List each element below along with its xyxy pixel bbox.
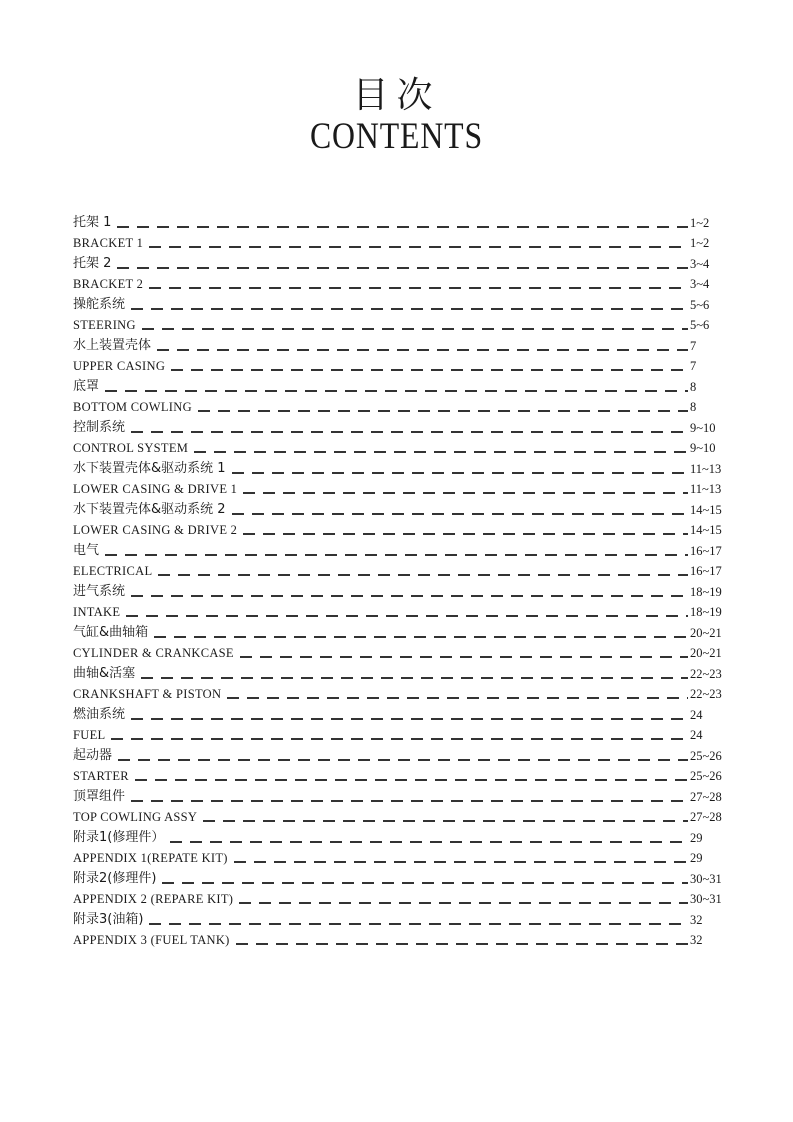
dash-leader: [126, 615, 688, 617]
toc-entry[interactable]: [73, 826, 728, 847]
dash-leader: [149, 923, 688, 925]
toc-entry-label: APPENDIX 1(REPATE KIT): [73, 851, 228, 865]
dash-leader: [117, 226, 688, 228]
toc-entry-page-number: 16~17: [690, 543, 722, 558]
toc-entry-page-number: 3~4: [690, 277, 710, 291]
dash-leader: [170, 841, 688, 843]
dash-leader: [234, 861, 688, 863]
toc-entry-page-number: 16~17: [690, 564, 722, 578]
toc-entry-label: 托架 1: [73, 214, 112, 230]
toc-entry[interactable]: [73, 539, 728, 560]
toc-entry-label: STEERING: [73, 318, 136, 332]
toc-entry-page-number: 24: [690, 728, 703, 742]
toc-entry-label: ELECTRICAL: [73, 564, 153, 578]
toc-entry-label: LOWER CASING & DRIVE 1: [73, 482, 238, 496]
toc-entry[interactable]: [73, 396, 728, 417]
toc-entry-page-number: 20~21: [690, 646, 722, 660]
toc-entry-label: 水下装置壳体&驱动系统 1: [73, 460, 226, 476]
toc-entry[interactable]: [73, 519, 728, 540]
dash-leader: [131, 718, 688, 720]
toc-entry-page-number: 11~13: [690, 482, 722, 496]
toc-entry-label: 操舵系统: [73, 296, 126, 312]
dash-leader: [105, 554, 688, 556]
toc-entry-page-number: 5~6: [690, 318, 710, 332]
toc-entry[interactable]: [73, 293, 728, 314]
toc-entry-page-number: 18~19: [690, 584, 722, 599]
dash-leader: [131, 595, 688, 597]
toc-entry[interactable]: [73, 273, 728, 294]
toc-entry-page-number: 29: [690, 830, 703, 845]
toc-entry[interactable]: [73, 765, 728, 786]
toc-entry-label: CYLINDER & CRANKCASE: [73, 646, 234, 660]
toc-entry[interactable]: [73, 437, 728, 458]
dash-leader: [171, 369, 688, 371]
dash-leader: [243, 533, 688, 535]
toc-entry-label: 水上装置壳体: [73, 337, 152, 353]
toc-entry-page-number: 27~28: [690, 810, 722, 824]
toc-entry-page-number: 8: [690, 379, 697, 394]
toc-entry[interactable]: [73, 601, 728, 622]
toc-entry-label: TOP COWLING ASSY: [73, 810, 198, 824]
toc-entry[interactable]: [73, 498, 728, 519]
toc-entry-page-number: 7: [690, 359, 697, 373]
toc-entry-page-number: 1~2: [690, 215, 710, 230]
toc-entry[interactable]: [73, 888, 728, 909]
toc-entry[interactable]: [73, 560, 728, 581]
dash-leader: [131, 800, 688, 802]
toc-entry-page-number: 11~13: [690, 461, 722, 476]
toc-entry-label: 水下装置壳体&驱动系统 2: [73, 501, 226, 517]
dash-leader: [162, 882, 688, 884]
toc-entry-label: 附录3(油箱): [73, 911, 144, 927]
toc-entry[interactable]: [73, 478, 728, 499]
toc-entry[interactable]: [73, 621, 728, 642]
toc-entry[interactable]: [73, 416, 728, 437]
toc-entry[interactable]: [73, 929, 728, 950]
toc-entry-label: 附录1(修理件）: [73, 829, 165, 845]
dash-leader: [118, 759, 688, 761]
dash-leader: [105, 390, 688, 392]
toc-entry-label: 气缸&曲轴箱: [73, 624, 149, 640]
toc-entry[interactable]: [73, 355, 728, 376]
toc-entry-label: CRANKSHAFT & PISTON: [73, 687, 222, 701]
toc-entry-label: APPENDIX 2 (REPARE KIT): [73, 892, 234, 906]
toc-entry-page-number: 22~23: [690, 666, 722, 681]
toc-entry[interactable]: [73, 580, 728, 601]
toc-entry[interactable]: [73, 744, 728, 765]
dash-leader: [243, 492, 688, 494]
dash-leader: [198, 410, 688, 412]
toc-entry[interactable]: [73, 908, 728, 929]
toc-entry-label: FUEL: [73, 728, 106, 742]
dash-leader: [149, 287, 688, 289]
toc-entry[interactable]: [73, 785, 728, 806]
dash-leader: [232, 513, 688, 515]
toc-entry[interactable]: [73, 703, 728, 724]
toc-entry[interactable]: [73, 683, 728, 704]
dash-leader: [236, 943, 688, 945]
table-of-contents: [73, 211, 728, 949]
toc-entry-label: LOWER CASING & DRIVE 2: [73, 523, 238, 537]
toc-entry[interactable]: [73, 334, 728, 355]
toc-entry-page-number: 24: [690, 707, 703, 722]
toc-entry-page-number: 7: [690, 338, 697, 353]
toc-entry-label: UPPER CASING: [73, 359, 166, 373]
toc-entry-page-number: 30~31: [690, 892, 722, 906]
toc-entry-label: 起动器: [73, 747, 113, 763]
dash-leader: [227, 697, 688, 699]
toc-entry[interactable]: [73, 211, 728, 232]
toc-entry-page-number: 32: [690, 912, 703, 927]
toc-entry[interactable]: [73, 867, 728, 888]
page-title-english: CONTENTS: [309, 116, 484, 157]
dash-leader: [240, 656, 688, 658]
toc-entry-page-number: 25~26: [690, 748, 722, 763]
dash-leader: [131, 431, 688, 433]
toc-entry-label: 托架 2: [73, 255, 112, 271]
toc-entry-page-number: 20~21: [690, 625, 722, 640]
toc-entry-page-number: 27~28: [690, 789, 722, 804]
toc-entry-page-number: 14~15: [690, 523, 722, 537]
toc-entry-page-number: 14~15: [690, 502, 722, 517]
toc-entry-label: APPENDIX 3 (FUEL TANK): [73, 933, 230, 947]
toc-entry-label: STARTER: [73, 769, 129, 783]
toc-entry-label: 进气系统: [73, 583, 126, 599]
dash-leader: [239, 902, 688, 904]
toc-entry-page-number: 5~6: [690, 297, 710, 312]
toc-entry-page-number: 32: [690, 933, 703, 947]
dash-leader: [131, 308, 688, 310]
toc-entry[interactable]: [73, 457, 728, 478]
dash-leader: [135, 779, 688, 781]
toc-entry[interactable]: [73, 662, 728, 683]
toc-entry-label: BRACKET 1: [73, 236, 144, 250]
toc-entry[interactable]: [73, 314, 728, 335]
toc-entry-page-number: 25~26: [690, 769, 722, 783]
dash-leader: [142, 328, 688, 330]
toc-entry-label: 控制系统: [73, 419, 126, 435]
toc-entry-page-number: 30~31: [690, 871, 722, 886]
toc-entry[interactable]: [73, 375, 728, 396]
toc-entry-label: BOTTOM COWLING: [73, 400, 192, 414]
toc-entry[interactable]: [73, 724, 728, 745]
dash-leader: [158, 574, 688, 576]
toc-entry[interactable]: [73, 806, 728, 827]
toc-entry[interactable]: [73, 847, 728, 868]
toc-entry-page-number: 22~23: [690, 687, 722, 701]
toc-entry-page-number: 8: [690, 400, 697, 414]
toc-entry-label: 电气: [73, 542, 100, 558]
toc-entry[interactable]: [73, 252, 728, 273]
toc-entry-label: BRACKET 2: [73, 277, 144, 291]
dash-leader: [203, 820, 688, 822]
toc-entry-label: 燃油系统: [73, 706, 126, 722]
toc-entry-label: 附录2(修理件): [73, 870, 157, 886]
toc-entry-label: CONTROL SYSTEM: [73, 441, 189, 455]
toc-entry-page-number: 3~4: [690, 256, 710, 271]
toc-entry-label: 曲轴&活塞: [73, 665, 136, 681]
toc-entry-label: INTAKE: [73, 605, 121, 619]
dash-leader: [232, 472, 688, 474]
toc-entry-page-number: 9~10: [690, 441, 716, 455]
dash-leader: [154, 636, 688, 638]
dash-leader: [149, 246, 688, 248]
toc-entry-page-number: 18~19: [690, 605, 722, 619]
toc-entry-label: 底罩: [73, 378, 100, 394]
page-title-chinese: 目次: [352, 75, 441, 116]
toc-entry-page-number: 1~2: [690, 236, 710, 250]
dash-leader: [141, 677, 688, 679]
toc-entry-label: 顶罩组件: [73, 788, 126, 804]
dash-leader: [194, 451, 688, 453]
dash-leader: [111, 738, 688, 740]
toc-entry[interactable]: [73, 642, 728, 663]
toc-entry[interactable]: [73, 232, 728, 253]
dash-leader: [157, 349, 688, 351]
dash-leader: [117, 267, 688, 269]
toc-entry-page-number: 29: [690, 851, 703, 865]
toc-entry-page-number: 9~10: [690, 420, 716, 435]
